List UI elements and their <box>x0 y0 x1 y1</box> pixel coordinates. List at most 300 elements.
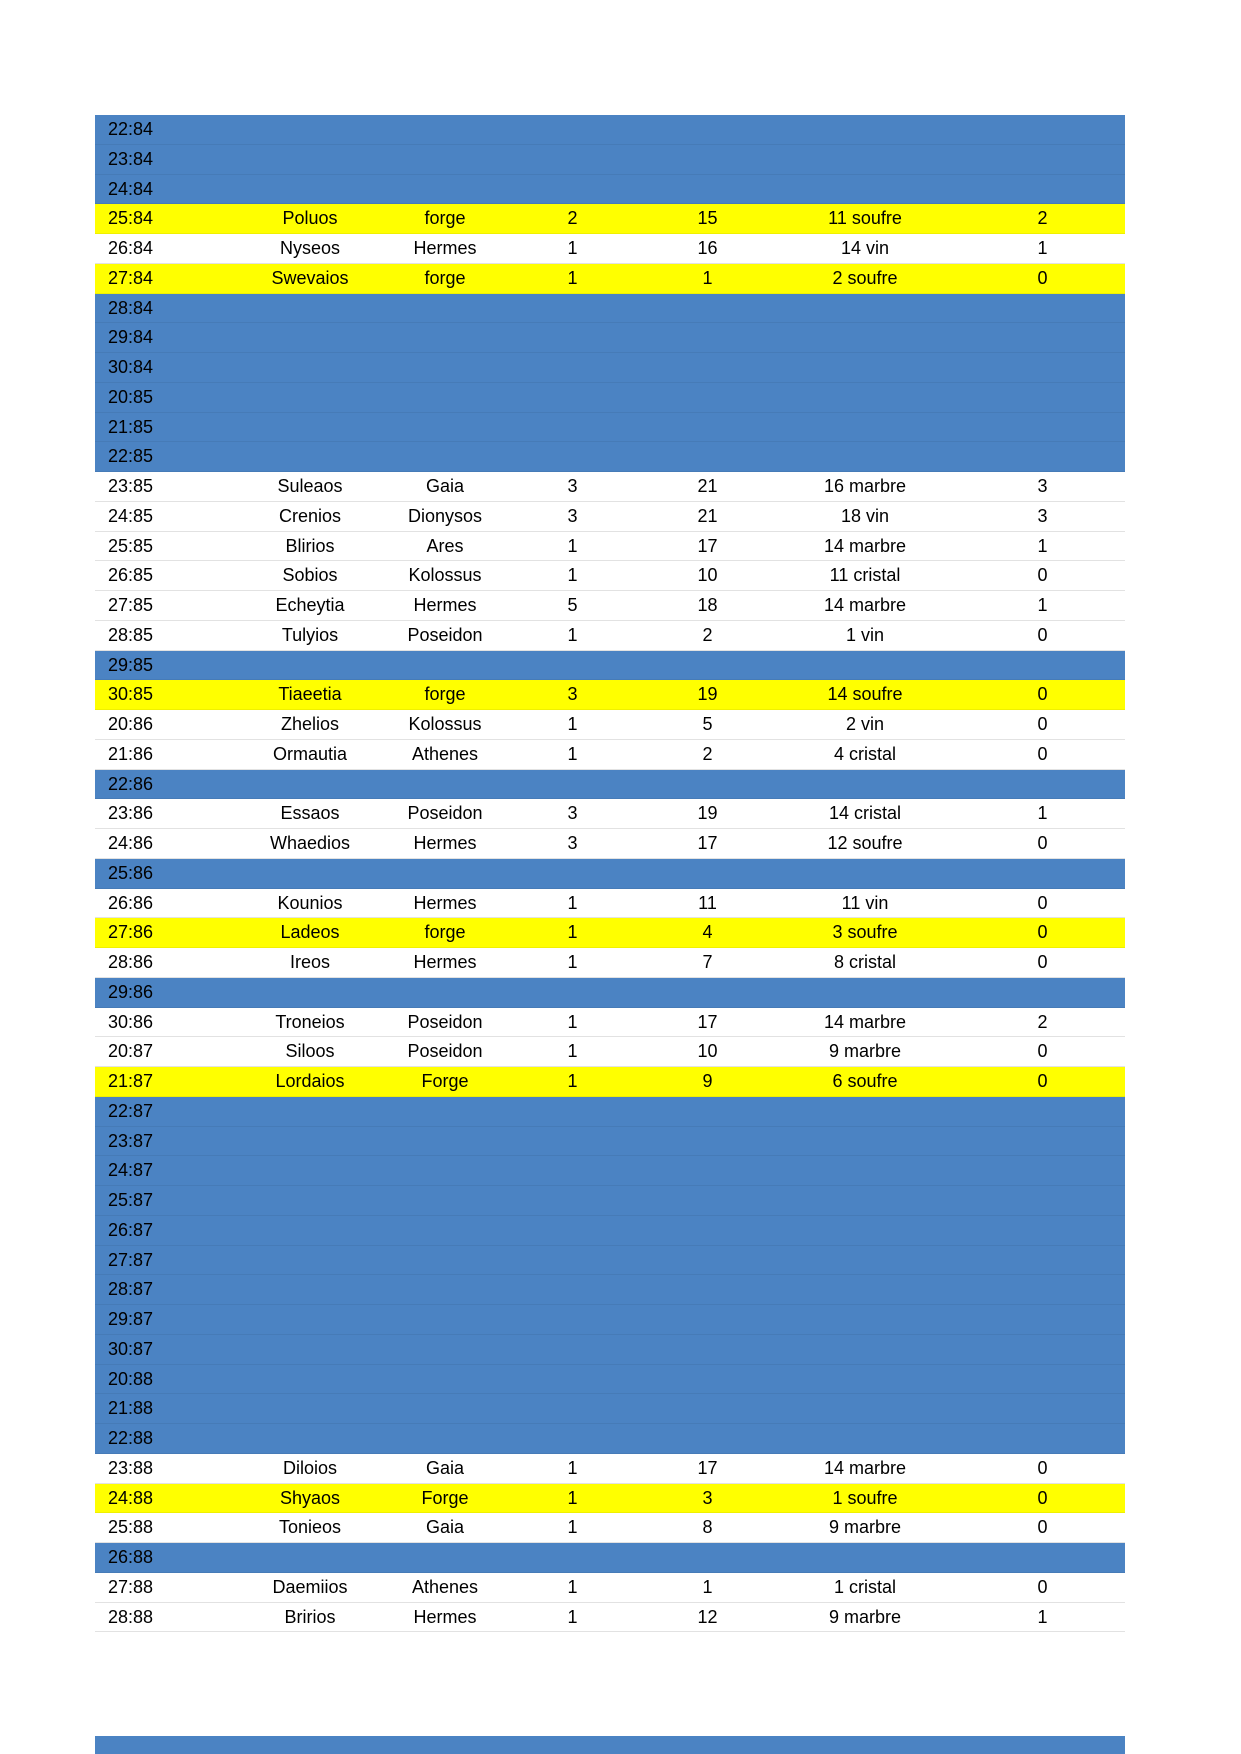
cell-count1[interactable] <box>500 115 645 144</box>
cell-count3[interactable] <box>960 1394 1125 1423</box>
cell-id[interactable]: 21:87 <box>108 1071 154 1091</box>
cell-id[interactable]: 26:85 <box>108 565 154 586</box>
cell-name[interactable] <box>230 770 390 799</box>
cell-resource[interactable] <box>770 1275 960 1304</box>
cell-god[interactable]: Poseidon <box>407 803 483 824</box>
cell-name[interactable]: Ireos <box>289 952 331 972</box>
cell-resource[interactable] <box>770 1335 960 1364</box>
cell-count1[interactable] <box>500 383 645 412</box>
cell-count1[interactable] <box>500 145 645 174</box>
cell-god[interactable] <box>390 1394 500 1423</box>
cell-count3[interactable] <box>960 353 1125 382</box>
cell-god[interactable]: Athenes <box>411 743 479 764</box>
cell-god[interactable]: Gaia <box>425 476 465 496</box>
cell-count3[interactable]: 0 <box>1037 743 1048 764</box>
cell-count2[interactable]: 1 <box>702 1576 713 1597</box>
cell-name[interactable] <box>230 1216 390 1245</box>
cell-count2[interactable]: 19 <box>697 803 718 824</box>
cell-count1[interactable]: 1 <box>567 1517 578 1538</box>
cell-name[interactable] <box>230 323 390 352</box>
cell-count2[interactable]: 11 <box>698 892 717 913</box>
cell-count2[interactable]: 1 <box>702 267 713 288</box>
cell-resource[interactable]: 9 marbre <box>828 1606 902 1627</box>
cell-count2[interactable] <box>645 859 770 888</box>
cell-count3[interactable] <box>960 1305 1125 1334</box>
cell-count3[interactable]: 3 <box>1037 505 1048 526</box>
cell-resource[interactable] <box>770 294 960 323</box>
cell-id[interactable]: 25:84 <box>108 208 154 229</box>
cell-count2[interactable]: 2 <box>702 743 713 764</box>
cell-god[interactable] <box>390 1365 500 1394</box>
cell-name[interactable] <box>230 1424 390 1453</box>
cell-count3[interactable] <box>960 1543 1125 1572</box>
cell-resource[interactable] <box>770 1305 960 1334</box>
cell-count2[interactable] <box>645 978 770 1007</box>
cell-count1[interactable]: 1 <box>567 238 578 258</box>
cell-count3[interactable] <box>960 1186 1125 1215</box>
cell-god[interactable] <box>390 115 500 144</box>
cell-resource[interactable]: 14 marbre <box>823 595 907 615</box>
cell-god[interactable] <box>390 1275 500 1304</box>
cell-count1[interactable] <box>500 1365 645 1394</box>
cell-id[interactable]: 25:85 <box>108 535 154 556</box>
cell-name[interactable] <box>230 1186 390 1215</box>
cell-id[interactable]: 23:85 <box>108 476 154 496</box>
cell-id[interactable]: 20:87 <box>108 1041 154 1062</box>
cell-count1[interactable] <box>500 1543 645 1572</box>
cell-count3[interactable]: 0 <box>1037 1487 1048 1508</box>
cell-resource[interactable] <box>770 383 960 412</box>
cell-god[interactable] <box>390 978 500 1007</box>
cell-god[interactable]: Gaia <box>425 1517 465 1538</box>
cell-count3[interactable]: 0 <box>1037 952 1048 972</box>
cell-god[interactable]: Kolossus <box>408 565 482 586</box>
cell-count3[interactable] <box>960 442 1125 471</box>
cell-resource[interactable] <box>770 175 960 204</box>
cell-god[interactable]: Forge <box>421 1487 469 1508</box>
cell-count2[interactable]: 17 <box>697 1457 718 1478</box>
cell-count3[interactable]: 1 <box>1037 595 1048 615</box>
cell-count1[interactable] <box>500 1275 645 1304</box>
cell-god[interactable] <box>390 294 500 323</box>
cell-name[interactable] <box>230 1305 390 1334</box>
cell-count2[interactable] <box>645 1424 770 1453</box>
cell-count2[interactable] <box>645 1335 770 1364</box>
cell-count3[interactable] <box>960 1246 1125 1275</box>
cell-name[interactable]: Troneios <box>275 1011 345 1032</box>
cell-resource[interactable]: 12 soufre <box>827 833 903 853</box>
cell-resource[interactable] <box>770 115 960 144</box>
cell-god[interactable]: Hermes <box>413 238 477 258</box>
cell-count2[interactable]: 5 <box>702 714 713 734</box>
cell-god[interactable] <box>390 1127 500 1156</box>
cell-count2[interactable] <box>645 1365 770 1394</box>
cell-count1[interactable] <box>500 770 645 799</box>
cell-name[interactable]: Tonieos <box>278 1517 342 1538</box>
cell-count2[interactable] <box>645 442 770 471</box>
cell-count1[interactable] <box>500 1186 645 1215</box>
cell-id[interactable]: 26:86 <box>108 892 154 913</box>
cell-id[interactable]: 27:86 <box>108 922 154 943</box>
cell-god[interactable]: Athenes <box>411 1576 479 1597</box>
cell-id[interactable]: 24:85 <box>108 505 154 526</box>
cell-count3[interactable]: 0 <box>1037 1041 1048 1062</box>
cell-count2[interactable]: 15 <box>697 208 718 229</box>
cell-god[interactable]: Dionysos <box>407 505 483 526</box>
cell-id[interactable]: 24:86 <box>108 833 154 853</box>
cell-count3[interactable]: 2 <box>1037 1011 1048 1032</box>
cell-id[interactable]: 22:84 <box>108 119 154 139</box>
cell-count2[interactable] <box>645 145 770 174</box>
cell-id[interactable]: 20:85 <box>108 386 154 407</box>
cell-resource[interactable]: 14 marbre <box>823 1011 907 1032</box>
cell-resource[interactable] <box>770 1186 960 1215</box>
cell-count2[interactable]: 19 <box>697 684 718 705</box>
cell-count3[interactable] <box>960 651 1125 680</box>
cell-god[interactable] <box>390 1246 500 1275</box>
cell-id[interactable]: 27:88 <box>108 1576 154 1597</box>
cell-resource[interactable] <box>770 442 960 471</box>
cell-resource[interactable] <box>770 978 960 1007</box>
cell-id[interactable]: 30:86 <box>108 1011 154 1032</box>
cell-count1[interactable]: 3 <box>567 803 578 824</box>
cell-name[interactable]: Essaos <box>280 803 340 824</box>
cell-count3[interactable]: 0 <box>1037 684 1048 705</box>
cell-count3[interactable]: 1 <box>1037 1606 1048 1627</box>
cell-id[interactable]: 23:86 <box>108 803 154 824</box>
cell-count2[interactable] <box>645 1275 770 1304</box>
cell-count3[interactable] <box>960 1097 1125 1126</box>
cell-count1[interactable]: 1 <box>567 1487 578 1508</box>
cell-name[interactable]: Blirios <box>285 535 335 556</box>
cell-count3[interactable] <box>960 1275 1125 1304</box>
cell-count3[interactable]: 0 <box>1037 892 1048 913</box>
cell-count2[interactable]: 17 <box>697 833 718 853</box>
cell-god[interactable]: forge <box>424 922 466 943</box>
cell-resource[interactable]: 4 cristal <box>833 743 896 764</box>
cell-count1[interactable]: 1 <box>567 952 578 972</box>
cell-count3[interactable]: 0 <box>1037 1071 1048 1091</box>
cell-name[interactable] <box>230 859 390 888</box>
cell-name[interactable]: Ormautia <box>272 743 348 764</box>
cell-count1[interactable]: 3 <box>567 833 578 853</box>
cell-resource[interactable] <box>770 413 960 442</box>
cell-god[interactable] <box>390 651 500 680</box>
cell-name[interactable]: Ladeos <box>280 922 340 943</box>
cell-count1[interactable] <box>500 323 645 352</box>
cell-name[interactable] <box>230 1127 390 1156</box>
cell-count2[interactable]: 17 <box>697 535 718 556</box>
cell-id[interactable]: 26:88 <box>108 1547 154 1567</box>
cell-count3[interactable] <box>960 770 1125 799</box>
cell-count2[interactable]: 21 <box>697 476 718 496</box>
cell-resource[interactable]: 14 soufre <box>827 684 903 705</box>
cell-count1[interactable]: 2 <box>567 208 578 229</box>
cell-count3[interactable] <box>960 145 1125 174</box>
cell-resource[interactable] <box>770 145 960 174</box>
cell-name[interactable]: Siloos <box>285 1041 335 1062</box>
cell-name[interactable] <box>230 294 390 323</box>
cell-id[interactable]: 29:85 <box>108 654 154 675</box>
cell-count2[interactable]: 2 <box>702 624 713 645</box>
cell-id[interactable]: 23:88 <box>108 1457 154 1478</box>
cell-name[interactable] <box>230 1543 390 1572</box>
cell-count3[interactable]: 0 <box>1037 1576 1048 1597</box>
cell-count3[interactable] <box>960 1216 1125 1245</box>
cell-name[interactable]: Daemiios <box>272 1576 348 1597</box>
cell-resource[interactable] <box>770 1216 960 1245</box>
cell-count2[interactable]: 21 <box>697 505 718 526</box>
cell-count1[interactable]: 1 <box>567 535 578 556</box>
cell-id[interactable]: 26:87 <box>108 1219 154 1240</box>
cell-name[interactable]: Swevaios <box>271 267 349 288</box>
cell-count1[interactable] <box>500 1216 645 1245</box>
cell-id[interactable]: 29:86 <box>108 981 154 1002</box>
cell-resource[interactable] <box>770 1246 960 1275</box>
cell-name[interactable] <box>230 1246 390 1275</box>
cell-count1[interactable] <box>500 294 645 323</box>
cell-name[interactable]: Tiaeetia <box>278 684 342 705</box>
cell-name[interactable] <box>230 1394 390 1423</box>
cell-god[interactable] <box>390 353 500 382</box>
cell-id[interactable]: 29:84 <box>108 327 154 348</box>
cell-count1[interactable] <box>500 1335 645 1364</box>
cell-resource[interactable] <box>770 1394 960 1423</box>
cell-count1[interactable] <box>500 1097 645 1126</box>
cell-count1[interactable] <box>500 175 645 204</box>
cell-count1[interactable]: 1 <box>567 1041 578 1062</box>
cell-count1[interactable] <box>500 651 645 680</box>
cell-name[interactable]: Poluos <box>282 208 338 229</box>
cell-count2[interactable] <box>645 1097 770 1126</box>
cell-resource[interactable] <box>770 1365 960 1394</box>
cell-count1[interactable]: 1 <box>567 1011 578 1032</box>
cell-id[interactable]: 28:85 <box>108 624 154 645</box>
cell-name[interactable] <box>230 413 390 442</box>
cell-count3[interactable] <box>960 1127 1125 1156</box>
cell-count1[interactable]: 1 <box>567 1606 578 1627</box>
cell-resource[interactable]: 6 soufre <box>832 1071 898 1091</box>
cell-count3[interactable]: 0 <box>1037 565 1048 586</box>
cell-id[interactable]: 24:88 <box>108 1487 154 1508</box>
cell-god[interactable] <box>390 1424 500 1453</box>
cell-id[interactable]: 22:86 <box>108 773 154 794</box>
cell-name[interactable]: Echeytia <box>275 595 345 615</box>
cell-count1[interactable]: 1 <box>567 922 578 943</box>
cell-count3[interactable]: 0 <box>1037 624 1048 645</box>
cell-resource[interactable] <box>770 1156 960 1185</box>
cell-count2[interactable]: 4 <box>702 922 713 943</box>
cell-count2[interactable]: 8 <box>702 1517 713 1538</box>
cell-resource[interactable]: 14 vin <box>840 238 890 258</box>
cell-name[interactable] <box>230 1097 390 1126</box>
cell-count2[interactable] <box>645 1186 770 1215</box>
cell-resource[interactable]: 2 soufre <box>832 267 898 288</box>
cell-id[interactable]: 24:84 <box>108 178 154 199</box>
cell-resource[interactable]: 16 marbre <box>823 476 907 496</box>
cell-name[interactable] <box>230 1365 390 1394</box>
cell-count1[interactable] <box>500 1424 645 1453</box>
cell-name[interactable] <box>230 651 390 680</box>
cell-count2[interactable]: 3 <box>702 1487 713 1508</box>
cell-count1[interactable] <box>500 978 645 1007</box>
cell-god[interactable] <box>390 323 500 352</box>
cell-count3[interactable]: 0 <box>1037 833 1048 853</box>
cell-id[interactable]: 23:87 <box>108 1130 154 1151</box>
cell-id[interactable]: 25:87 <box>108 1190 154 1210</box>
cell-id[interactable]: 23:84 <box>108 148 154 169</box>
cell-count2[interactable] <box>645 651 770 680</box>
cell-name[interactable] <box>230 383 390 412</box>
cell-god[interactable] <box>390 442 500 471</box>
cell-count3[interactable]: 1 <box>1037 535 1048 556</box>
cell-count3[interactable]: 0 <box>1037 1457 1048 1478</box>
cell-god[interactable] <box>390 1216 500 1245</box>
cell-count2[interactable] <box>645 323 770 352</box>
cell-id[interactable]: 28:87 <box>108 1279 154 1300</box>
cell-resource[interactable]: 11 cristal <box>829 565 901 586</box>
cell-count2[interactable]: 7 <box>702 952 713 972</box>
cell-name[interactable] <box>230 115 390 144</box>
cell-id[interactable]: 30:85 <box>108 684 154 705</box>
cell-god[interactable]: Poseidon <box>407 624 483 645</box>
cell-count1[interactable]: 1 <box>567 1071 578 1091</box>
cell-count3[interactable]: 0 <box>1037 267 1048 288</box>
cell-god[interactable]: Kolossus <box>408 714 482 734</box>
cell-count2[interactable] <box>645 413 770 442</box>
cell-resource[interactable] <box>770 1097 960 1126</box>
cell-resource[interactable]: 11 vin <box>841 892 889 913</box>
cell-resource[interactable]: 14 cristal <box>828 803 902 824</box>
cell-resource[interactable] <box>770 1127 960 1156</box>
cell-god[interactable]: forge <box>424 267 466 288</box>
cell-count3[interactable] <box>960 1335 1125 1364</box>
cell-resource[interactable] <box>770 1543 960 1572</box>
cell-id[interactable]: 20:88 <box>108 1368 154 1389</box>
cell-god[interactable]: Ares <box>426 535 464 556</box>
cell-name[interactable] <box>230 175 390 204</box>
cell-count3[interactable]: 0 <box>1037 1517 1048 1538</box>
cell-god[interactable]: Hermes <box>413 1606 477 1627</box>
cell-count3[interactable] <box>960 978 1125 1007</box>
cell-count2[interactable] <box>645 1127 770 1156</box>
cell-count1[interactable] <box>500 1394 645 1423</box>
cell-name[interactable]: Lordaios <box>275 1071 345 1091</box>
cell-count1[interactable]: 1 <box>567 892 578 913</box>
cell-name[interactable]: Tulyios <box>281 624 339 645</box>
cell-name[interactable] <box>230 1335 390 1364</box>
cell-name[interactable]: Nyseos <box>279 238 341 258</box>
cell-count2[interactable] <box>645 175 770 204</box>
cell-count2[interactable] <box>645 353 770 382</box>
cell-count3[interactable] <box>960 383 1125 412</box>
cell-count2[interactable] <box>645 1394 770 1423</box>
cell-name[interactable]: Shyaos <box>279 1487 341 1508</box>
cell-count1[interactable]: 1 <box>567 267 578 288</box>
cell-count3[interactable]: 1 <box>1037 803 1048 824</box>
cell-id[interactable]: 22:88 <box>108 1428 154 1448</box>
cell-god[interactable] <box>390 770 500 799</box>
cell-resource[interactable]: 1 cristal <box>833 1576 896 1597</box>
cell-count2[interactable] <box>645 770 770 799</box>
cell-resource[interactable]: 14 marbre <box>823 535 907 556</box>
cell-name[interactable]: Bririos <box>284 1606 336 1627</box>
cell-resource[interactable]: 8 cristal <box>833 952 896 972</box>
cell-god[interactable] <box>390 1097 500 1126</box>
cell-count1[interactable]: 1 <box>567 1457 578 1478</box>
cell-resource[interactable]: 1 soufre <box>832 1487 898 1508</box>
cell-god[interactable]: Hermes <box>413 952 477 972</box>
cell-god[interactable]: Forge <box>421 1071 469 1091</box>
cell-count3[interactable]: 2 <box>1037 208 1048 229</box>
cell-count3[interactable]: 3 <box>1037 476 1048 496</box>
cell-count1[interactable] <box>500 353 645 382</box>
cell-name[interactable]: Kounios <box>277 892 343 913</box>
cell-count2[interactable]: 12 <box>697 1606 718 1627</box>
cell-resource[interactable] <box>770 1424 960 1453</box>
cell-count1[interactable]: 3 <box>567 684 578 705</box>
cell-god[interactable]: Gaia <box>425 1457 465 1478</box>
cell-count1[interactable] <box>500 1305 645 1334</box>
cell-count2[interactable] <box>645 294 770 323</box>
cell-count1[interactable]: 3 <box>567 476 578 496</box>
cell-count2[interactable] <box>645 1305 770 1334</box>
cell-name[interactable]: Whaedios <box>269 833 351 853</box>
cell-god[interactable]: Hermes <box>413 595 477 615</box>
cell-count2[interactable]: 9 <box>702 1071 713 1091</box>
cell-name[interactable] <box>230 978 390 1007</box>
cell-count1[interactable]: 1 <box>567 1576 578 1597</box>
cell-count1[interactable] <box>500 442 645 471</box>
cell-god[interactable] <box>390 175 500 204</box>
cell-id[interactable]: 22:85 <box>108 446 154 467</box>
cell-count1[interactable]: 3 <box>567 505 578 526</box>
cell-name[interactable] <box>230 442 390 471</box>
cell-name[interactable]: Zhelios <box>280 714 340 734</box>
cell-count1[interactable]: 1 <box>567 714 578 734</box>
cell-count2[interactable] <box>645 115 770 144</box>
cell-name[interactable] <box>230 353 390 382</box>
cell-count2[interactable] <box>645 1246 770 1275</box>
cell-count3[interactable] <box>960 1424 1125 1453</box>
cell-god[interactable]: Hermes <box>413 892 477 913</box>
cell-god[interactable] <box>390 145 500 174</box>
cell-resource[interactable] <box>770 353 960 382</box>
cell-count2[interactable] <box>645 1216 770 1245</box>
cell-god[interactable] <box>390 383 500 412</box>
cell-god[interactable] <box>390 1156 500 1185</box>
cell-count1[interactable]: 1 <box>567 565 578 586</box>
cell-count1[interactable]: 5 <box>567 595 578 615</box>
cell-resource[interactable]: 11 soufre <box>828 208 902 229</box>
cell-god[interactable]: forge <box>424 684 466 705</box>
cell-count1[interactable] <box>500 1156 645 1185</box>
cell-count3[interactable]: 1 <box>1037 238 1048 258</box>
cell-name[interactable] <box>230 1275 390 1304</box>
cell-god[interactable] <box>390 859 500 888</box>
cell-resource[interactable] <box>770 770 960 799</box>
cell-id[interactable]: 30:87 <box>108 1338 154 1359</box>
cell-id[interactable]: 28:88 <box>108 1606 154 1627</box>
cell-id[interactable]: 28:86 <box>108 952 154 972</box>
cell-id[interactable]: 25:88 <box>108 1517 154 1538</box>
cell-count3[interactable] <box>960 175 1125 204</box>
cell-count3[interactable] <box>960 1365 1125 1394</box>
cell-count2[interactable]: 10 <box>697 565 718 586</box>
cell-resource[interactable]: 14 marbre <box>823 1457 907 1478</box>
cell-count2[interactable]: 17 <box>697 1011 718 1032</box>
cell-count1[interactable] <box>500 1246 645 1275</box>
